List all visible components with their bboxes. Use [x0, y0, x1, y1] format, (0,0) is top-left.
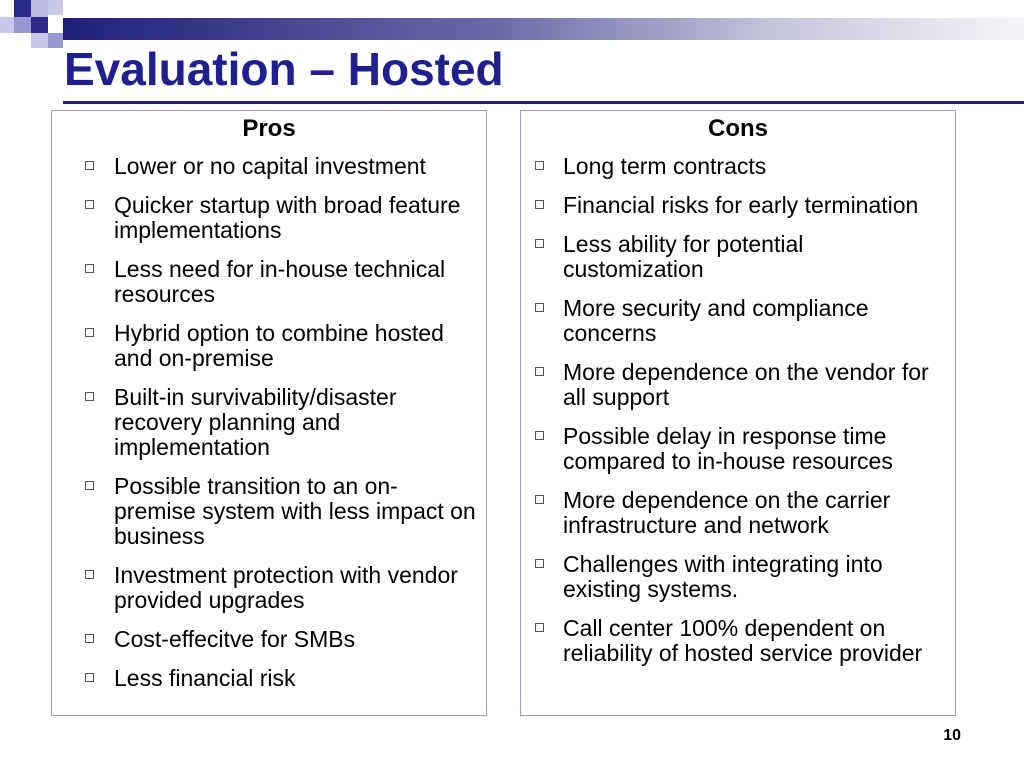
list-item	[521, 154, 955, 179]
list-item	[52, 474, 486, 549]
list-item-text: Lower or no capital investment	[114, 153, 426, 179]
list-item-text: Investment protection with vendor provided upgrades	[114, 562, 458, 613]
list-item-text: Possible delay in response time compared to in-house resources	[563, 423, 893, 474]
square-bullet-icon	[85, 264, 94, 273]
square-bullet-icon	[535, 559, 544, 568]
page-number: 10	[943, 727, 961, 744]
decor-square	[31, 0, 48, 17]
list-item-text: Built-in survivability/disaster recovery planning and implementation	[114, 384, 397, 460]
pros-list	[52, 154, 486, 691]
decor-square	[48, 0, 63, 15]
square-bullet-icon	[535, 623, 544, 632]
cons-heading: Cons	[708, 115, 768, 142]
decor-square	[14, 33, 31, 48]
list-item-text: Cost-effecitve for SMBs	[114, 626, 356, 652]
square-bullet-icon	[535, 239, 544, 248]
square-bullet-icon	[535, 431, 544, 440]
header-gradient-bar	[63, 18, 1024, 40]
list-item-text: Less ability for potential customization	[563, 231, 804, 282]
list-item	[52, 193, 486, 243]
list-item	[521, 193, 955, 218]
square-bullet-icon	[85, 392, 94, 401]
pros-heading: Pros	[242, 115, 296, 142]
square-bullet-icon	[535, 367, 544, 376]
square-bullet-icon	[85, 634, 94, 643]
list-item	[52, 563, 486, 613]
list-item	[521, 616, 955, 666]
decor-square	[14, 17, 31, 33]
list-item	[52, 321, 486, 371]
list-item-text: Less need for in-house technical resources	[114, 256, 446, 307]
cons-list	[521, 154, 955, 666]
square-bullet-icon	[535, 303, 544, 312]
title-divider	[63, 101, 1024, 104]
square-bullet-icon	[535, 161, 544, 170]
square-bullet-icon	[85, 328, 94, 337]
list-item	[521, 552, 955, 602]
square-bullet-icon	[85, 161, 94, 170]
list-item	[52, 257, 486, 307]
list-item	[52, 385, 486, 460]
list-item-text: Long term contracts	[563, 153, 767, 179]
list-item	[521, 424, 955, 474]
list-item-text: More security and compliance concerns	[563, 295, 869, 346]
list-item	[521, 488, 955, 538]
cons-panel	[520, 110, 956, 716]
list-item	[521, 232, 955, 282]
square-bullet-icon	[85, 481, 94, 490]
list-item-text: Quicker startup with broad feature implementations	[114, 192, 461, 243]
list-item-text: Call center 100% dependent on reliability of hosted service provider	[563, 615, 923, 666]
list-item	[521, 296, 955, 346]
decor-square	[31, 33, 48, 48]
square-bullet-icon	[85, 570, 94, 579]
square-bullet-icon	[85, 200, 94, 209]
list-item-text: Hybrid option to combine hosted and on-premise	[114, 320, 444, 371]
square-bullet-icon	[535, 200, 544, 209]
pros-panel	[51, 110, 487, 716]
decor-square	[48, 33, 63, 48]
list-item-text: Less financial risk	[114, 665, 296, 691]
list-item-text: More dependence on the vendor for all support	[563, 359, 929, 410]
list-item-text: Challenges with integrating into existing systems.	[563, 551, 883, 602]
slide-title: Evaluation – Hosted	[64, 43, 504, 95]
list-item-text: Financial risks for early termination	[563, 192, 919, 218]
list-item-text: Possible transition to an on-premise system with less impact on business	[114, 473, 476, 549]
square-bullet-icon	[535, 495, 544, 504]
list-item-text: More dependence on the carrier infrastructure and network	[563, 487, 891, 538]
decor-square	[14, 0, 31, 17]
list-item	[52, 154, 486, 179]
square-bullet-icon	[85, 673, 94, 682]
list-item	[521, 360, 955, 410]
decor-square	[31, 17, 48, 33]
list-item	[52, 627, 486, 652]
list-item	[52, 666, 486, 691]
decor-square	[0, 17, 14, 33]
